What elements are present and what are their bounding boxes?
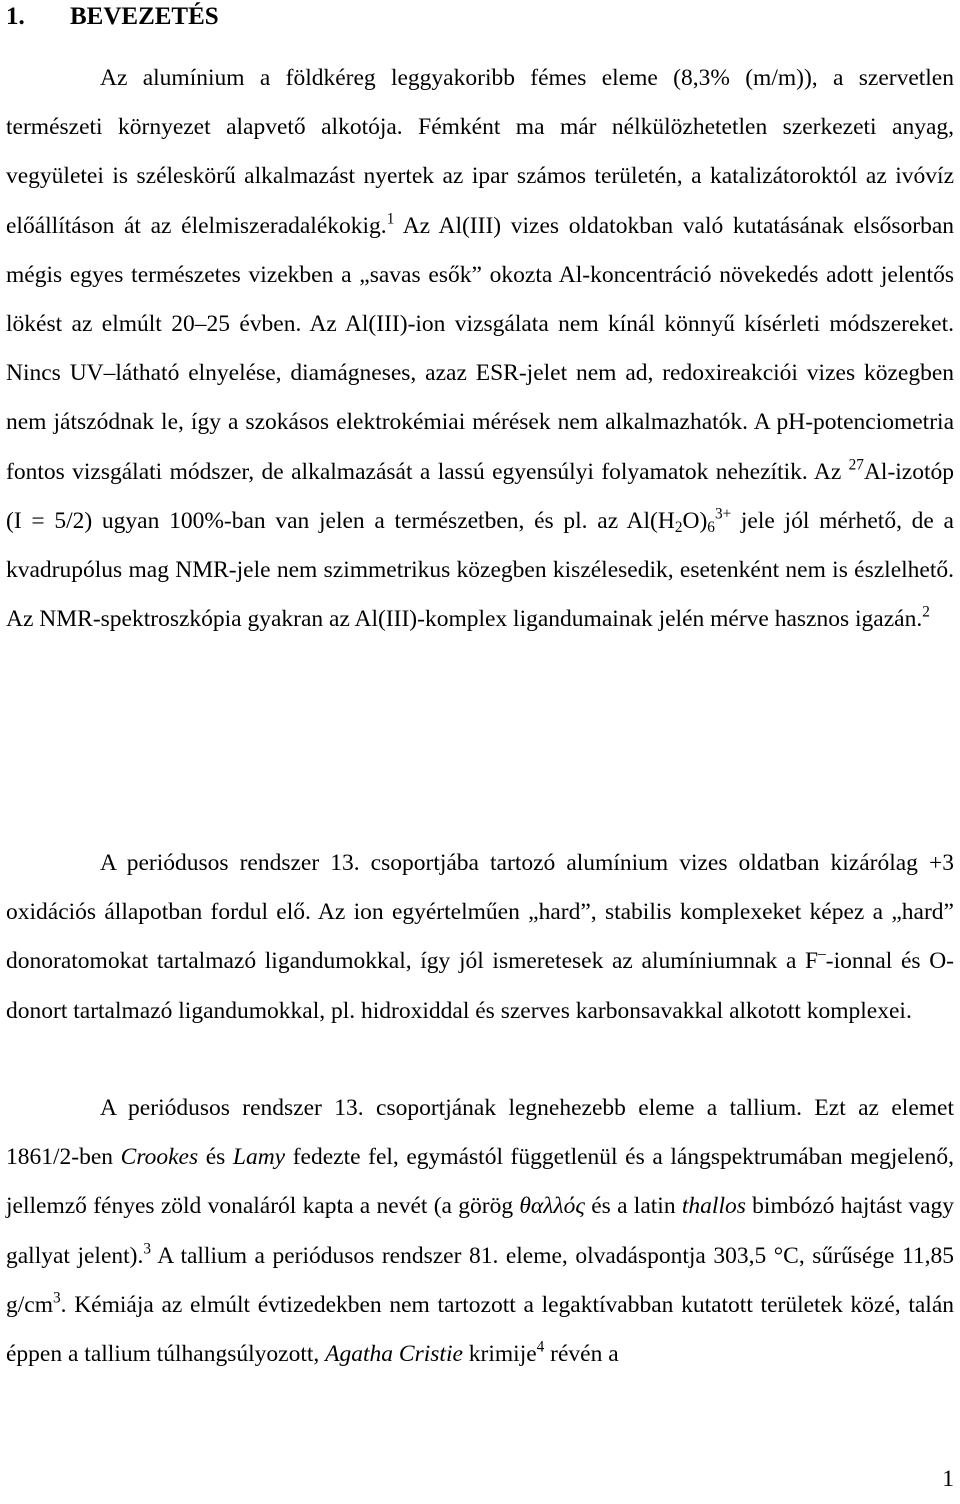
greek-word: θαλλός [519, 1193, 585, 1220]
text-run: jele jól mérhető, de a kvadrupólus mag NMR-jele nem szimmetrikus közegben kiszélesedik, esetenként nem is észlelhető. Az NMR-spektroszkópia gyakran az Al(III)-komplex ligandumainak jelén mérve hasznos igazán. [6, 507, 954, 633]
text-run: . Kémiája az elmúlt évtizedekben nem tartozott a legaktívabban kutatott területek közé, talán éppen a tallium túlhangsúlyozott, [6, 1291, 954, 1368]
page-number: 1 [942, 1466, 954, 1492]
footnote-ref-1: 1 [386, 210, 395, 228]
footnote-ref-4: 4 [536, 1338, 545, 1356]
text-run: O) [682, 507, 708, 534]
name-crookes: Crookes [120, 1144, 199, 1171]
name-lamy: Lamy [232, 1144, 286, 1171]
text-run: krimije [468, 1341, 537, 1368]
text-run: A periódusos rendszer 13. csoportjának legnehezebb eleme a tallium. Ezt az elemet 1861/2-ben [6, 1095, 954, 1171]
text-run: Az alumínium a földkéreg leggyakoribb fémes eleme (8,3% (m/m)), a szervetlen természeti környezet alapvető alkotója. Fémként ma már nélkülözhetetlen szerkezeti anyag, vegyületei is széleskörű alkalmazást nyertek az ipar számos területén, a katalizátoroktól az ivóvíz előállításon át az élelmiszeradalékokig. [6, 65, 954, 239]
section-number: 1. [6, 3, 25, 30]
paragraph-aluminium-intro [6, 54, 954, 644]
section-title: BEVEZETÉS [70, 3, 219, 30]
text-run: Al-izotóp (I = 5/2) ugyan 100%-ban van jelen a természetben, és pl. az Al(H [6, 458, 955, 534]
section-heading [6, 0, 219, 34]
text-run: -ionnal és O-donort tartalmazó ligandumokkal, pl. hidroxiddal és szerves karbonsavakkal alkotott komplexei. [6, 948, 955, 1024]
paragraph-aluminium-chemistry [6, 839, 954, 1036]
subscript-2: 2 [674, 518, 683, 536]
latin-word: thallos [681, 1193, 746, 1220]
footnote-ref-3: 3 [143, 1240, 152, 1258]
fluoride-charge: – [818, 945, 826, 963]
ion-charge: 3+ [714, 505, 732, 523]
isotope-mass-number: 27 [848, 456, 864, 474]
text-run: bimbózó hajtást vagy gallyat jelent). [6, 1193, 955, 1269]
text-run: A tallium a periódusos rendszer 81. eleme, olvadáspontja 303,5 °C, sűrűsége 11,85 g/cm [6, 1242, 954, 1318]
name-agatha-cristie: Agatha Cristie [325, 1341, 463, 1368]
paragraph-thallium [6, 1084, 954, 1379]
text-run: és [205, 1144, 226, 1171]
text-run: Az Al(III) vizes oldatokban való kutatásának elsősorban mégis egyes természetes vizekben a „savas esők” okozta Al-koncentráció növekedés adott jelentős lökést az elmúlt 20–25 évben. Az Al(III)-ion vizsgálata nem kínál könnyű kísérleti módszereket. Nincs UV–látható elnyelése, diamágneses, azaz ESR-jelet nem ad, redoxireakciói vizes közegben nem játszódnak le, így a szokásos elektrokémiai mérések nem alkalmazhatók. A pH-potenciometria fontos vizsgálati módszer, de alkalmazását a lassú egyensúlyi folyamatok nehezítik. Az [6, 212, 955, 485]
subscript-6: 6 [707, 518, 715, 536]
text-run: révén a [550, 1341, 619, 1368]
text-run: fedezte fel, egymástól függetlenül és a lángspektrumában megjelenő, jellemző fényes zöld vonaláról kapta a nevét (a görög [6, 1144, 954, 1220]
text-run: és a latin [591, 1193, 676, 1220]
text-run: A periódusos rendszer 13. csoportjába tartozó alumínium vizes oldatban kizárólag +3 oxidációs állapotban fordul elő. Az ion egyértelműen „hard”, stabilis komplexeket képez a „hard” donoratomokat tartalmazó ligandumokkal, így jól ismeretesek az alumíniumnak a F [6, 850, 954, 975]
cube-exponent: 3 [53, 1289, 61, 1307]
footnote-ref-2: 2 [922, 603, 930, 621]
